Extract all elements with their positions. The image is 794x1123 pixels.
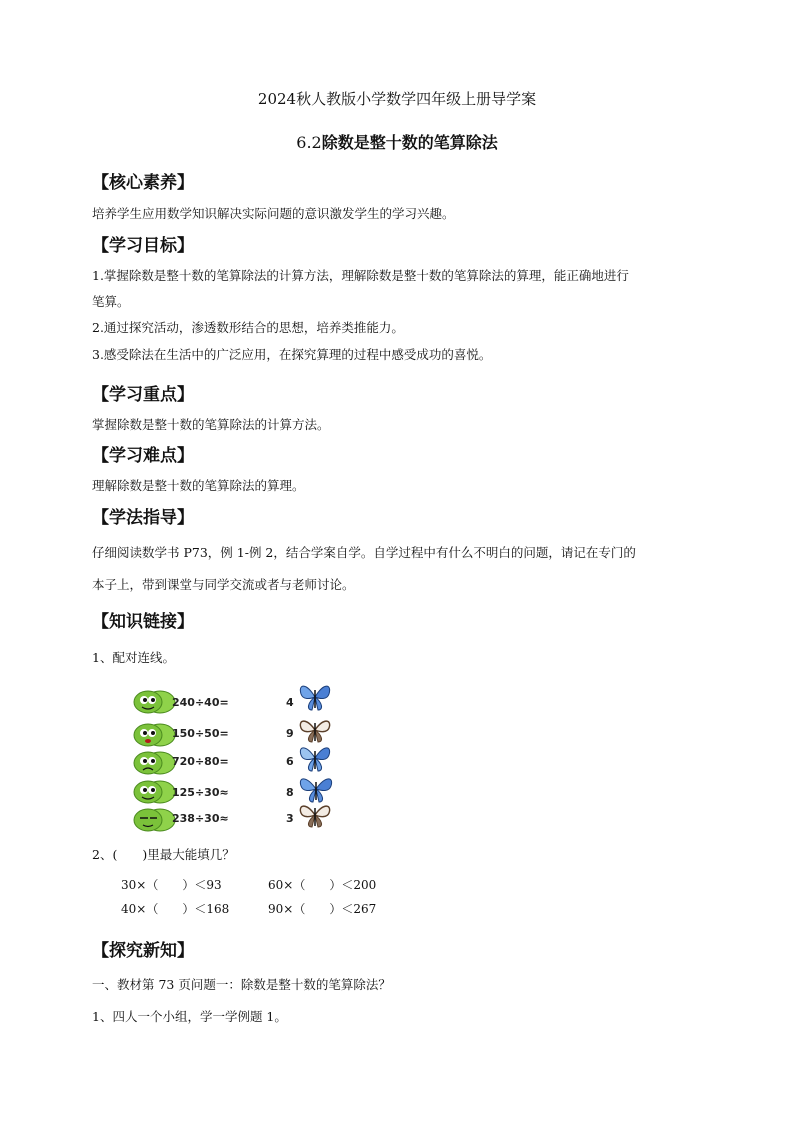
answer-number: 9 (286, 727, 294, 740)
fill-blank-item: 60×（ ）＜200 (268, 878, 377, 892)
difficulty-text: 理解除数是整十数的笔算除法的算理。 (92, 478, 305, 493)
difficulty-heading: 【学习难点】 (92, 446, 194, 466)
caterpillar-icon (128, 749, 178, 775)
caterpillar-icon (128, 688, 178, 714)
answer-number: 3 (286, 812, 294, 825)
subtitle-text: 除数是整十数的笔算除法 (321, 133, 498, 152)
doc-subtitle (0, 130, 794, 153)
explore-heading: 【探究新知】 (92, 941, 194, 961)
caterpillar-expression: 150÷50= (172, 727, 229, 740)
caterpillar-icon (128, 806, 178, 832)
fill-blank-item: 40×（ ）＜168 (121, 902, 230, 916)
doc-title: 2024秋人教版小学数学四年级上册导学案 (257, 90, 537, 108)
caterpillar-icon (128, 721, 178, 747)
key-text: 掌握除数是整十数的笔算除法的计算方法。 (92, 417, 330, 432)
fill-blank-item: 90×（ ）＜267 (268, 902, 377, 916)
question-1: 1、配对连线。 (92, 650, 175, 665)
answer-number: 4 (286, 696, 294, 709)
goal-item: 3.感受除法在生活中的广泛应用，在探究算理的过程中感受成功的喜悦。 (92, 347, 492, 362)
explore-line: 一、教材第 73 页问题一：除数是整十数的笔算除法？ (92, 977, 391, 992)
key-heading: 【学习重点】 (92, 385, 194, 405)
link-heading: 【知识链接】 (92, 612, 194, 632)
matching-figure (120, 684, 350, 834)
goal-item: 笔算。 (92, 294, 130, 309)
caterpillar-expression: 240÷40= (172, 696, 229, 709)
method-line: 仔细阅读数学书 P73，例 1-例 2，结合学案自学。自学过程中有什么不明白的问题，请记在专门的 (92, 545, 636, 560)
answer-number: 8 (286, 786, 294, 799)
blue-butterfly-icon (296, 742, 334, 774)
goals-heading: 【学习目标】 (92, 236, 194, 256)
blue-butterfly-icon (296, 680, 334, 714)
caterpillar-icon (128, 778, 178, 804)
caterpillar-expression: 720÷80= (172, 755, 229, 768)
explore-line: 1、四人一个小组，学一学例题 1。 (92, 1009, 287, 1024)
question-2: 2、( )里最大能填几？ (92, 847, 235, 862)
core-text: 培养学生应用数学知识解决实际问题的意识激发学生的学习兴趣。 (92, 206, 455, 221)
goal-item: 2.通过探究活动，渗透数形结合的思想，培养类推能力。 (92, 320, 404, 335)
core-heading: 【核心素养】 (92, 173, 194, 193)
fill-blank-item: 30×（ ）＜93 (121, 878, 222, 892)
brown-butterfly-icon (296, 715, 334, 745)
brown-butterfly-icon (296, 800, 334, 830)
goal-item: 1.掌握除数是整十数的笔算除法的计算方法，理解除数是整十数的笔算除法的算理，能正确地进行 (92, 268, 629, 283)
method-heading: 【学法指导】 (92, 508, 194, 528)
caterpillar-expression: 238÷30≈ (172, 812, 229, 825)
answer-number: 6 (286, 755, 294, 768)
subtitle-number: 6.2 (296, 133, 322, 152)
caterpillar-expression: 125÷30≈ (172, 786, 229, 799)
method-line: 本子上，带到课堂与同学交流或者与老师讨论。 (92, 577, 355, 592)
